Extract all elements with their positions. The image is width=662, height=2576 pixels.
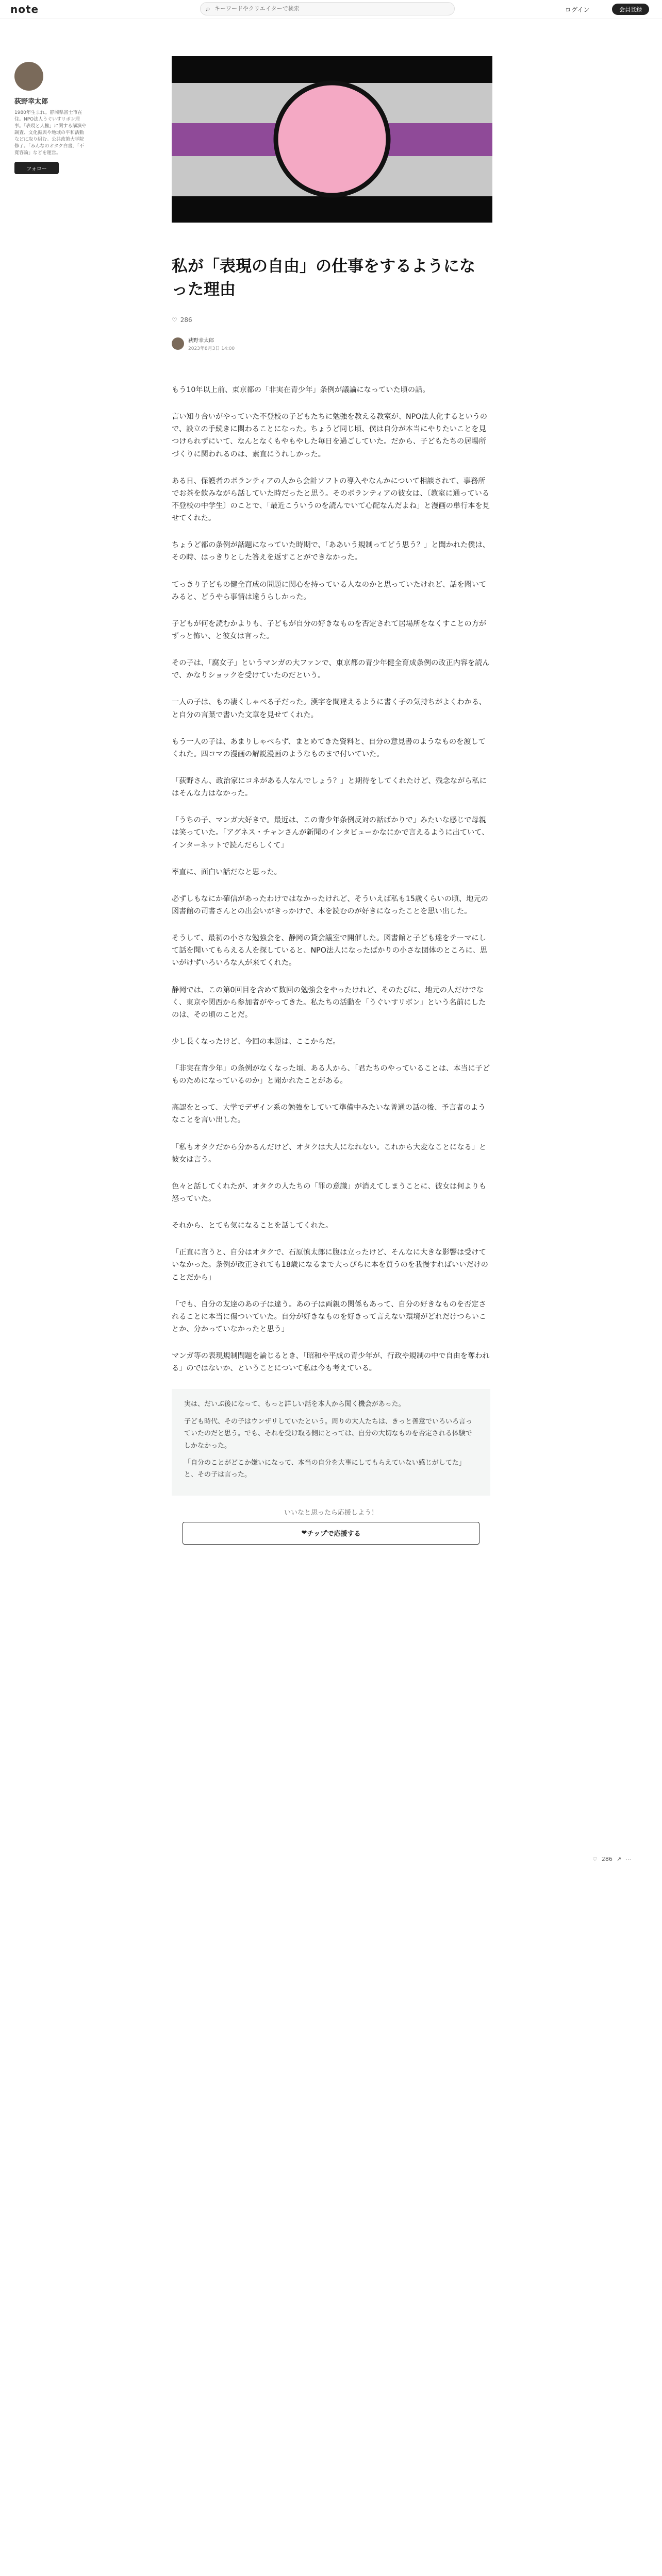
- author-avatar[interactable]: [14, 62, 43, 91]
- post-date: 2023年8月3日 14:00: [188, 346, 235, 351]
- search-box[interactable]: [200, 2, 455, 15]
- support-title: いいなと思ったら応援しよう！: [284, 1509, 378, 1517]
- paragraph: てっきり子どもの健全育成の問題に関心を持っている人なのかと思っていたけれど、話を聞いてみると、どうやら事情は違うらしかった。: [172, 580, 487, 601]
- side-heart-icon: ♡: [592, 1856, 598, 1862]
- site-header: [0, 0, 662, 19]
- paragraph: マンガ等の表現規制問題を論じるとき、「昭和や平成の青少年が、行政や規制の中で自由を奪われる」のではないか、ということについて私は今も考えている。: [172, 1352, 490, 1373]
- paragraph: 言い知り合いがやっていた不登校の子どもたちに勉強を教える教室が、NPO法人化するというので、設立の手続きに関わることになった。ちょうど同じ頃、僕は自分が本当にやりたいことを見つけられずにいて、なんとなくもやもやした毎日を過ごしていた。だから、子どもたちの居場所づくりに関われるのは、素直にうれしかった。: [172, 413, 488, 459]
- hero-image: [172, 56, 492, 223]
- post-author[interactable]: [172, 336, 235, 351]
- paragraph: そうして、最初の小さな勉強会を、静岡の貸会議室で開催した。図書館と子ども達をテーマにして話を聞いてもらえる人を探していると、NPO法人になったばかりの小さな団体のところに、思いがけずいろいろな人が来てくれた。: [172, 934, 488, 968]
- paragraph: もう一人の子は、あまりしゃべらず、まとめてきた資料と、自分の意見書のようなものを渡してくれた。四コマの漫画の解説漫画のようなものまで付いていた。: [172, 737, 486, 758]
- tip-icon: ❤: [301, 1529, 307, 1537]
- paragraph: もう10年以上前、東京都の「非実在青少年」条例が議論になっていた頃の話。: [172, 386, 430, 394]
- author-sidebar: [14, 62, 87, 174]
- hero-circle: [276, 83, 388, 195]
- share-icon[interactable]: ↗: [616, 1856, 622, 1862]
- follow-button[interactable]: フォロー: [14, 162, 59, 174]
- paragraph: それから、とても気になることを話してくれた。: [172, 1222, 333, 1230]
- paragraph: その子は、「腐女子」というマンガの大ファンで、東京都の青少年健全育成条例の改正内容を読んで、かなりショックを受けていたのだという。: [172, 659, 490, 680]
- paragraph: 「私もオタクだから分かるんだけど、オタクは大人になれない。これから大変なことになる」と彼女は言う。: [172, 1143, 487, 1164]
- author-name[interactable]: 荻野幸太郎: [14, 98, 48, 106]
- search-input[interactable]: [213, 5, 442, 12]
- paragraph: 率直に、面白い話だなと思った。: [172, 868, 282, 876]
- paragraph: 色々と話してくれたが、オタクの人たちの「罪の意識」が消えてしまうことに、彼女は何よりも怒っていた。: [172, 1182, 487, 1204]
- quote-paragraph: 子ども時代、その子はウンザリしていたという。周りの大人たちは、きっと善意でいろいろ言っていたのだと思う。でも、それを受け取る側にとっては、自分の大切なものを否定される体験でしかなかった。: [184, 1417, 473, 1450]
- likes-count: 286: [180, 316, 192, 324]
- quote-paragraph: 「自分のことがどこか嫌いになって、本当の自分を大事にしてもらえていない感じがしてた」と、その子は言った。: [184, 1459, 466, 1479]
- login-link[interactable]: ログイン: [565, 6, 590, 13]
- quote-paragraph: 実は、だいぶ後になって、もっと詳しい話を本人から聞く機会があった。: [184, 1400, 405, 1409]
- paragraph: ちょうど都の条例が話題になっていた時期で、「ああいう規制ってどう思う？」と聞かれた僕は、その時、はっきりとした答えを返すことができなかった。: [172, 541, 490, 562]
- note-logo[interactable]: note: [10, 3, 39, 15]
- article-body: [172, 384, 490, 1545]
- signup-button[interactable]: 会員登録: [612, 4, 649, 15]
- paragraph: 必ずしもなにか確信があったわけではなかったけれど、そういえば私も15歳くらいの頃、地元の図書館の司書さんとの出会いがきっかけで、本を読むのが好きになったことを思い出した。: [172, 894, 488, 916]
- side-like-widget[interactable]: [592, 1856, 631, 1862]
- paragraph: 少し長くなったけど、今回の本題は、ここからだ。: [172, 1037, 340, 1046]
- stripe-1: [172, 56, 492, 83]
- paragraph: 高認をとって、大学でデザイン系の勉強をしていて準備中みたいな普通の話の後、予言者のようなことを言い出した。: [172, 1104, 486, 1125]
- more-icon[interactable]: ⋯: [625, 1856, 632, 1862]
- post-author-name: 荻野幸太郎: [188, 338, 214, 344]
- paragraph: 子どもが何を読むかよりも、子どもが自分の好きなものを否定されて居場所をなくすことの方がずっと怖い、と彼女は言った。: [172, 619, 487, 640]
- tip-button-label: チップで応援する: [307, 1530, 361, 1538]
- side-likes-count: 286: [601, 1856, 613, 1862]
- paragraph: 「正直に言うと、自分はオタクで、石原慎太郎に腹は立ったけど、そんなに大きな影響は受けていなかった。条例が改正されても18歳になるまで大っぴらに本を買うのを我慢すればいいだけのことだから」: [172, 1248, 488, 1282]
- post-author-avatar: [172, 337, 184, 350]
- paragraph: ある日、保護者のボランティアの人から会計ソフトの導入やなんかについて相談されて、事務所でお茶を飲みながら話していた時だったと思う。そのボランティアの彼女は、〔教室に通っている不登校の中学生〕のことで、「最近こういうのを読んでいて心配なんだよね」と漫画の単行本を見せてくれた。: [172, 477, 490, 523]
- quote-box: [172, 1389, 490, 1495]
- likes-row[interactable]: [172, 316, 192, 324]
- paragraph: 一人の子は、もの凄くしゃべる子だった。漢字を間違えるように書く子の気持ちがよくわかる、と自分の言葉で書いた文章を見せてくれた。: [172, 698, 487, 719]
- paragraph: 「荻野さん、政治家にコネがある人なんでしょう？」と期待をしてくれたけど、残念ながら私にはそんな力はなかった。: [172, 776, 487, 798]
- stripe-5: [172, 196, 492, 223]
- paragraph: 静岡では、この第0回目を含めて数回の勉強会をやったけれど、そのたびに、地元の人だけでなく、東京や関西から参加者がやってきた。私たちの活動を「うぐいすリボン」という名前にしたのは、その頃のことだ。: [172, 986, 486, 1019]
- paragraph: 「でも、自分の友達のあの子は違う。あの子は両親の関係もあって、自分の好きなものを否定されることに本当に傷ついていた。自分が好きなものを好きって言えない環境がどれだけつらいことか、分かっていなかったと思う」: [172, 1300, 487, 1334]
- paragraph: 「非実在青少年」の条例がなくなった頃、ある人から、「君たちのやっていることは、本当に子どものためになっているのか」と聞かれたことがある。: [172, 1064, 490, 1086]
- paragraph: 「うちの子、マンガ大好きで。最近は、この青少年条例反対の話ばかりで」みたいな感じで母親は笑っていた。「アグネス・チャンさんが新聞のインタビューかなにかで言えるように出ていて、インターネットで読んだらしくて」: [172, 816, 489, 850]
- search-icon: ⌕: [206, 4, 210, 13]
- tip-button[interactable]: [183, 1522, 479, 1545]
- author-bio: 1980年生まれ。静岡県富士市在住。NPO法人うぐいすリボン理事。「表現と人権」に関する講演や調査、文化振興や地域の平和活動などに取り組む。公共政策大学院修了。「みんなのオタク白書」「不寛容論」などを運営。: [14, 110, 87, 156]
- article-title: 私が「表現の自由」の仕事をするようになった理由: [172, 257, 475, 299]
- heart-icon: ♡: [172, 316, 177, 324]
